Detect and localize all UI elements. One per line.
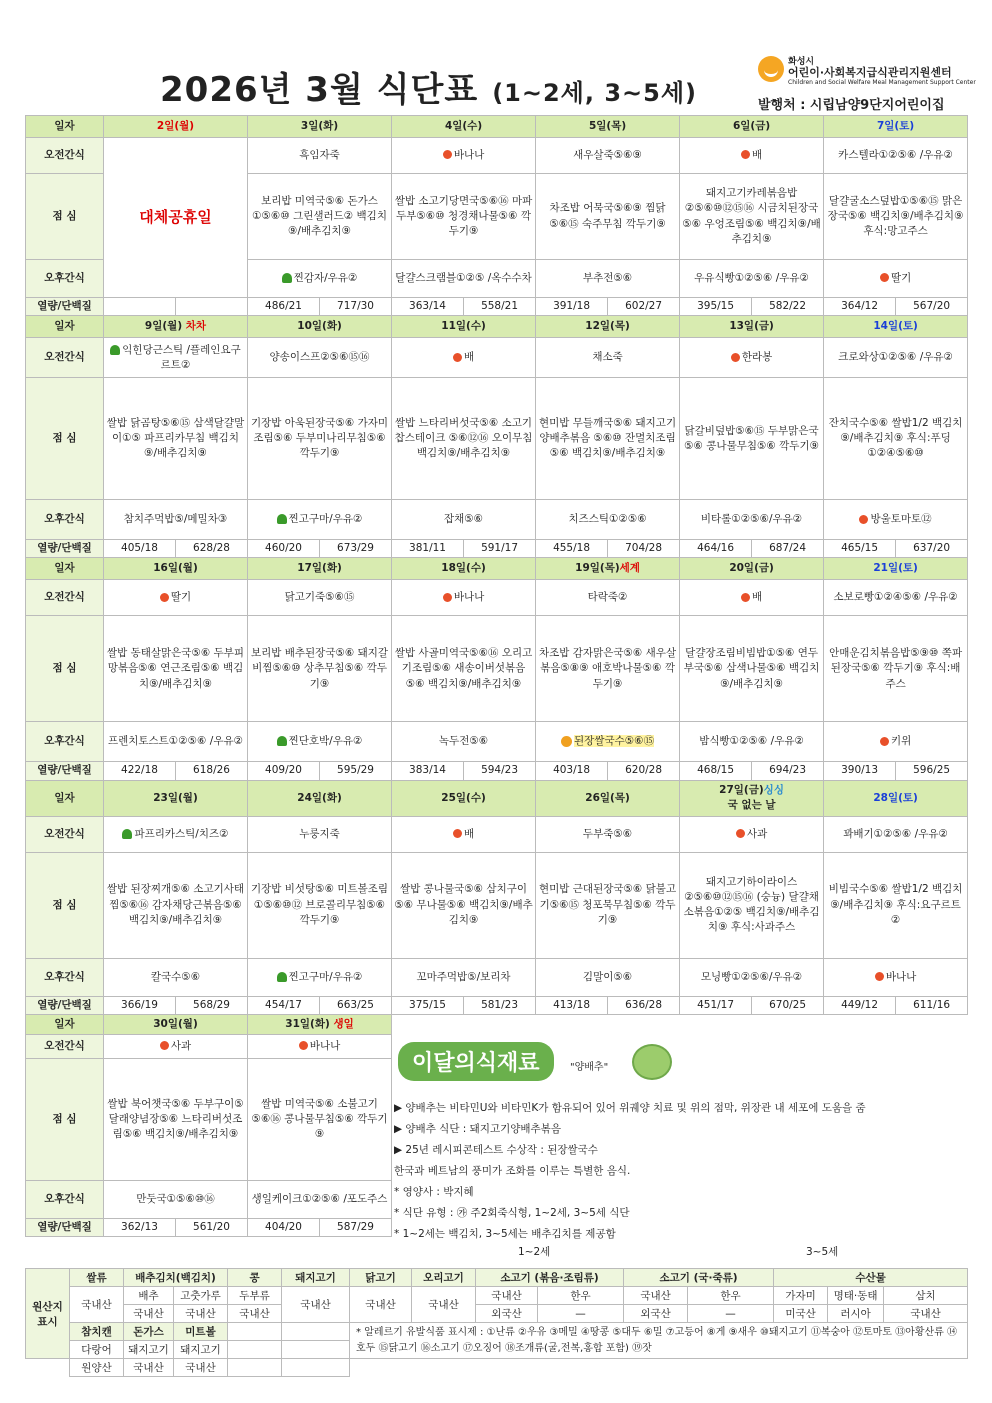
pm-snack: 우유식빵①②⑤⑥ /우유② <box>680 260 824 298</box>
broccoli-icon <box>277 736 287 746</box>
am-snack: 새우살죽⑤⑥⑨ <box>536 138 680 174</box>
date-label: 일자 <box>26 780 104 816</box>
kcal-cell <box>176 298 248 316</box>
lunch-menu: 쌀밥 소고기당면국⑤⑥⑯ 마파두부⑤⑥⑩ 청경채나물⑤⑥ 깍두기⑨ <box>392 174 536 260</box>
lunch-menu: 쌀밥 북어챗국⑤⑥ 두부구이⑤달래양념장⑤⑥ 느타리버섯조림⑤⑥ 백김치⑨/배추김치⑨ <box>104 1058 248 1180</box>
origin-label: 원산지 표시 <box>26 1269 70 1359</box>
pm-snack-label: 오후간식 <box>26 722 104 762</box>
day-header: 9일(월) 차차 <box>104 316 248 338</box>
origin-cell: 국내산 <box>476 1287 538 1305</box>
day-header: 18일(수) <box>392 558 536 580</box>
lunch-label: 점 심 <box>26 378 104 500</box>
broccoli-icon <box>277 972 287 982</box>
origin-cell: 원양산 <box>70 1359 124 1377</box>
lunch-menu: 차조밥 감자맑은국⑤⑥ 새우살볶음⑤⑧⑨ 애호박나물⑤⑥ 깍두기⑨ <box>536 616 680 722</box>
lunch-menu: 쌀밥 미역국⑤⑥ 소불고기⑤⑥⑯ 콩나물무침⑤⑥ 깍두기⑨ <box>248 1058 392 1180</box>
origin-cell: 돼지고기 <box>124 1341 174 1359</box>
lunch-menu: 쌀밥 콩나물국⑤⑥ 삼치구이⑤⑥ 무나물⑤⑥ 백김치⑨/배추김치⑨ <box>392 852 536 958</box>
kcal-cell: 637/20 <box>896 540 968 558</box>
date-label: 일자 <box>26 558 104 580</box>
origin-cell: 국내산 <box>124 1359 174 1377</box>
origin-cell: 국내산 <box>412 1287 476 1323</box>
origin-header: 돈가스 <box>124 1323 174 1341</box>
apple-icon <box>741 593 750 602</box>
kcal-cell: 381/11 <box>392 540 464 558</box>
origin-header: 쌀류 <box>70 1269 124 1287</box>
origin-cell: 외국산 <box>624 1305 688 1323</box>
am-snack: 한라봉 <box>680 338 824 378</box>
origin-cell: 두부류 <box>228 1287 282 1305</box>
kcal-cell: 362/13 <box>104 1218 176 1236</box>
lunch-menu: 현미밥 무들깨국⑤⑥ 돼지고기양배추볶음 ⑤⑥⑩ 잔멸치조림⑤⑥ 백김치⑨/배추김치⑨ <box>536 378 680 500</box>
origin-cell: 한우 <box>688 1287 774 1305</box>
kcal-cell: 390/13 <box>824 762 896 780</box>
lunch-label: 점 심 <box>26 616 104 722</box>
lunch-menu: 달걀장조림비빔밥①⑤⑥ 연두부국⑤⑥ 삼색나물⑤⑥ 백김치⑨/배추김치⑨ <box>680 616 824 722</box>
lunch-menu: 기장밥 아욱된장국⑤⑥ 가자미조림⑤⑥ 두부미나리무침⑤⑥ 깍두기⑨ <box>248 378 392 500</box>
kcal-label: 열량/단백질 <box>26 540 104 558</box>
day-header: 31일(화) 생일 <box>248 1014 392 1034</box>
pm-snack: 참치주먹밥⑤/메밀차③ <box>104 500 248 540</box>
pm-snack: 키위 <box>824 722 968 762</box>
kcal-cell: 460/20 <box>248 540 320 558</box>
day-header: 17일(화) <box>248 558 392 580</box>
pm-snack: 찐고구마/우유② <box>248 958 392 996</box>
am-snack: 닭고기죽⑤⑥⑮ <box>248 580 392 616</box>
origin-cell: 외국산 <box>476 1305 538 1323</box>
am-snack: 배 <box>680 580 824 616</box>
am-snack: 사과 <box>104 1034 248 1058</box>
am-snack: 파프리카스틱/치즈② <box>104 816 248 852</box>
kcal-cell: 663/25 <box>320 996 392 1014</box>
day-header: 20일(금) <box>680 558 824 580</box>
lunch-menu: 현미밥 근대된장국⑤⑥ 닭불고기⑤⑥⑮ 청포묵무침⑤⑥ 깍두기⑨ <box>536 852 680 958</box>
origin-cell: 국내산 <box>624 1287 688 1305</box>
kcal-cell: 670/25 <box>752 996 824 1014</box>
am-snack: 바나나 <box>392 580 536 616</box>
pm-snack: 생일케이크①②⑤⑥ /포도주스 <box>248 1180 392 1218</box>
kcal-label: 열량/단백질 <box>26 1218 104 1236</box>
day-header: 21일(토) <box>824 558 968 580</box>
kcal-cell: 558/21 <box>464 298 536 316</box>
kcal-cell: 704/28 <box>608 540 680 558</box>
lunch-label: 점 심 <box>26 174 104 260</box>
origin-cell: 국내산 <box>228 1305 282 1323</box>
day-header: 25일(수) <box>392 780 536 816</box>
origin-cell: 한우 <box>538 1287 624 1305</box>
kcal-cell: 403/18 <box>536 762 608 780</box>
kcal-cell: 391/18 <box>536 298 608 316</box>
kcal-label: 열량/단백질 <box>26 762 104 780</box>
am-snack: 꽈배기①②⑤⑥ /우유② <box>824 816 968 852</box>
lunch-menu: 쌀밥 닭곰탕⑤⑥⑮ 삼색달걀말이①⑤ 파프리카무침 백김치⑨/배추김치⑨ <box>104 378 248 500</box>
lunch-menu: 돼지고기하이라이스 ②⑤⑥⑩⑫⑮⑯ (숭늉) 달걀채소볶음①②⑤ 백김치⑨/배추김치⑨ 후식:사과주스 <box>680 852 824 958</box>
page-title: 2026년 3월 식단표 (1~2세, 3~5세) <box>160 70 697 110</box>
lunch-menu: 돼지고기카레볶음밥 ②⑤⑥⑩⑫⑮⑯ 시금치된장국⑤⑥ 우엉조림⑤⑥ 백김치⑨/배추김치⑨ <box>680 174 824 260</box>
ingredient-name: "양배추" <box>570 1062 609 1073</box>
broccoli-icon <box>282 273 292 283</box>
info-lines <box>394 1098 866 1245</box>
lunch-menu: 보리밥 배추된장국⑤⑥ 돼지갈비찜⑤⑥⑩ 상추무침⑤⑥ 깍두기⑨ <box>248 616 392 722</box>
am-snack: 익힌당근스틱 /플레인요구르트② <box>104 338 248 378</box>
kcal-cell: 594/23 <box>464 762 536 780</box>
pm-snack: 칼국수⑤⑥ <box>104 958 248 996</box>
lunch-menu: 비빔국수⑤⑥ 쌀밥1/2 백김치⑨/배추김치⑨ 후식:요구르트② <box>824 852 968 958</box>
origin-cell: 명태·동태 <box>828 1287 884 1305</box>
org-name: 어린이·사회복지급식관리지원센터 <box>788 66 952 79</box>
origin-cell: 국내산 <box>174 1359 228 1377</box>
am-snack: 타락죽② <box>536 580 680 616</box>
kcal-cell: 611/16 <box>896 996 968 1014</box>
origin-cell: 미국산 <box>774 1305 828 1323</box>
day-header: 19일(목)세계 <box>536 558 680 580</box>
info-line: ▶ 양배추 식단 : 돼지고기양배추볶음 <box>394 1123 561 1135</box>
pm-snack: 김말이⑤⑥ <box>536 958 680 996</box>
day-header: 6일(금) <box>680 116 824 138</box>
origin-cell: 국내산 <box>70 1287 124 1323</box>
day-header: 2일(월) <box>104 116 248 138</box>
smile-logo-icon <box>758 56 784 82</box>
apple-icon <box>453 829 462 838</box>
kcal-cell: 618/26 <box>176 762 248 780</box>
origin-table <box>25 1268 968 1377</box>
day-header: 23일(월) <box>104 780 248 816</box>
origin-cell: 삼치 <box>884 1287 968 1305</box>
origin-header: 소고기 (볶음·조림류) <box>476 1269 624 1287</box>
pm-snack-label: 오후간식 <box>26 500 104 540</box>
am-snack-label: 오전간식 <box>26 138 104 174</box>
kcal-cell: 561/20 <box>176 1218 248 1236</box>
kcal-cell: 581/23 <box>464 996 536 1014</box>
kcal-cell: 568/29 <box>176 996 248 1014</box>
am-snack: 흑임자죽 <box>248 138 392 174</box>
am-snack: 배 <box>392 816 536 852</box>
origin-cell: 가자미 <box>774 1287 828 1305</box>
origin-header: 돼지고기 <box>282 1269 350 1287</box>
kcal-cell: 595/29 <box>320 762 392 780</box>
pm-snack-label: 오후간식 <box>26 260 104 298</box>
lunch-menu: 쌀밥 동태살맑은국⑤⑥ 두부피망볶음⑤⑥ 연근조림⑤⑥ 백김치⑨/배추김치⑨ <box>104 616 248 722</box>
kcal-cell: 465/15 <box>824 540 896 558</box>
pm-snack: 찐고구마/우유② <box>248 500 392 540</box>
day-header: 12일(목) <box>536 316 680 338</box>
age-label: 1~2세 <box>518 1246 551 1258</box>
day-header: 10일(화) <box>248 316 392 338</box>
kcal-cell: 628/28 <box>176 540 248 558</box>
origin-cell: 돼지고기 <box>174 1341 228 1359</box>
info-line: ▶ 양배추는 비타민U와 비타민K가 함유되어 있어 위궤양 치료 및 위의 점막, 위장관 내 세포에 도움을 줌 <box>394 1102 866 1114</box>
kcal-cell: 409/20 <box>248 762 320 780</box>
date-label: 일자 <box>26 1014 104 1034</box>
org-name-en: Children and Social Welfare Meal Management Support Center <box>788 79 976 86</box>
origin-cell: 국내산 <box>124 1305 174 1323</box>
origin-cell: 국내산 <box>282 1287 350 1323</box>
info-line: ▶ 25년 레시피콘테스트 수상작 : 된장쌀국수 <box>394 1144 598 1156</box>
pm-snack: 만둣국①⑤⑥⑩⑯ <box>104 1180 248 1218</box>
prize-icon <box>561 736 572 747</box>
allergy-notice: * 알레르기 유발식품 표시제 : ①난류 ②우유 ③메밀 ④땅콩 ⑤대두 ⑥밀 ⑦고등어 ⑧게 ⑨새우 ⑩돼지고기 ⑪복숭아 ⑫토마토 ⑬아황산류 ⑭호두 ⑮닭고기 ⑯소고기 ⑰오징어 ⑱조개류(굴,전복,홍합 포함) ⑲잣 <box>350 1323 968 1359</box>
am-snack: 딸기 <box>104 580 248 616</box>
day-header: 7일(토) <box>824 116 968 138</box>
lunch-menu: 안매운김치볶음밥⑤⑨⑩ 쪽파된장국⑤⑥ 깍두기⑨ 후식:배주스 <box>824 616 968 722</box>
pm-snack: 녹두전⑤⑥ <box>392 722 536 762</box>
info-line: * 식단 유형 : ㉮ 주2회죽식형, 1~2세, 3~5세 식단 <box>394 1207 630 1219</box>
lunch-menu: 차조밥 어묵국⑤⑥⑨ 찜닭⑤⑥⑮ 숙주무침 깍두기⑨ <box>536 174 680 260</box>
info-line: * 1~2세는 백김치, 3~5세는 배추김치를 제공함 <box>394 1228 616 1240</box>
org-city: 화성시 <box>788 57 815 67</box>
pm-snack-label: 오후간식 <box>26 1180 104 1218</box>
kcal-cell: 413/18 <box>536 996 608 1014</box>
pm-snack: 밤식빵①②⑤⑥ /우유② <box>680 722 824 762</box>
day-header: 11일(수) <box>392 316 536 338</box>
cabbage-icon <box>632 1044 672 1080</box>
lunch-label: 점 심 <box>26 852 104 958</box>
lunch-menu: 쌀밥 사골미역국⑤⑥⑯ 오리고기조림⑤⑥ 새송이버섯볶음⑤⑥ 백김치⑨/배추김치⑨ <box>392 616 536 722</box>
kcal-cell: 454/17 <box>248 996 320 1014</box>
broccoli-icon <box>110 345 120 355</box>
day-header: 24일(화) <box>248 780 392 816</box>
am-snack: 바나나 <box>392 138 536 174</box>
kcal-cell: 673/29 <box>320 540 392 558</box>
origin-header: 수산물 <box>774 1269 968 1287</box>
ingredient-of-month <box>392 1040 967 1262</box>
info-line: 한국과 베트남의 풍미가 조화를 이루는 특별한 음식. <box>394 1165 631 1177</box>
broccoli-icon <box>277 514 287 524</box>
apple-icon <box>875 972 884 981</box>
am-snack: 바나나 <box>248 1034 392 1058</box>
apple-icon <box>453 353 462 362</box>
apple-icon <box>859 515 868 524</box>
pm-snack: 달걀스크램블①②⑤ /옥수수차 <box>392 260 536 298</box>
kcal-cell: 363/14 <box>392 298 464 316</box>
kcal-cell: 591/17 <box>464 540 536 558</box>
day-header: 3일(화) <box>248 116 392 138</box>
lunch-menu: 기장밥 비섯탕⑤⑥ 미트볼조림①⑤⑥⑩⑫ 브로콜리무침⑤⑥ 깍두기⑨ <box>248 852 392 958</box>
origin-header: 참치캔 <box>70 1323 124 1341</box>
pm-snack: 치즈스틱①②⑤⑥ <box>536 500 680 540</box>
kcal-cell: 694/23 <box>752 762 824 780</box>
kcal-cell: 468/15 <box>680 762 752 780</box>
kcal-cell: 451/17 <box>680 996 752 1014</box>
day-header: 4일(수) <box>392 116 536 138</box>
am-snack-label: 오전간식 <box>26 816 104 852</box>
origin-header: 미트볼 <box>174 1323 228 1341</box>
kcal-cell: 636/28 <box>608 996 680 1014</box>
kcal-cell: 395/15 <box>680 298 752 316</box>
date-label: 일자 <box>26 116 104 138</box>
origin-cell: — <box>538 1305 624 1323</box>
am-snack: 양송이스프②⑤⑥⑮⑯ <box>248 338 392 378</box>
kcal-cell: 620/28 <box>608 762 680 780</box>
origin-header: 소고기 (국·죽류) <box>624 1269 774 1287</box>
am-snack: 채소죽 <box>536 338 680 378</box>
origin-cell: 다랑어 <box>70 1341 124 1359</box>
kcal-cell: 422/18 <box>104 762 176 780</box>
lunch-menu: 쌀밥 느타리버섯국⑤⑥ 소고기찹스테이크 ⑤⑥⑫⑯ 오이무침 백김치⑨/배추김치⑨ <box>392 378 536 500</box>
am-snack: 크로와상①②⑤⑥ /우유② <box>824 338 968 378</box>
day-header: 13일(금) <box>680 316 824 338</box>
kcal-cell: 687/24 <box>752 540 824 558</box>
kcal-cell: 596/25 <box>896 762 968 780</box>
day-header: 27일(금)싱싱 국 없는 날 <box>680 780 824 816</box>
kcal-cell: 455/18 <box>536 540 608 558</box>
pm-snack: 모닝빵①②⑤⑥/우유② <box>680 958 824 996</box>
origin-header: 콩 <box>228 1269 282 1287</box>
kcal-cell: 582/22 <box>752 298 824 316</box>
origin-cell: 러시아 <box>828 1305 884 1323</box>
day-header: 28일(토) <box>824 780 968 816</box>
apple-icon <box>741 150 750 159</box>
lunch-menu: 쌀밥 된장찌개⑤⑥ 소고기사태찜⑤⑥⑯ 감자채당근볶음⑤⑥ 백김치⑨/배추김치⑨ <box>104 852 248 958</box>
origin-header: 오리고기 <box>412 1269 476 1287</box>
pm-snack: 찐단호박/우유② <box>248 722 392 762</box>
info-line: * 영양사 : 박지혜 <box>394 1186 474 1198</box>
pm-snack: 꼬마주먹밥⑤/보리차 <box>392 958 536 996</box>
kcal-cell: 587/29 <box>320 1218 392 1236</box>
am-snack: 배 <box>680 138 824 174</box>
am-snack-label: 오전간식 <box>26 1034 104 1058</box>
kcal-cell: 717/30 <box>320 298 392 316</box>
pm-snack: 바나나 <box>824 958 968 996</box>
kcal-cell: 464/16 <box>680 540 752 558</box>
origin-header: 배추김치(백김치) <box>124 1269 228 1287</box>
day-header: 30일(월) <box>104 1014 248 1034</box>
origin-cell: — <box>688 1305 774 1323</box>
broccoli-icon <box>122 829 132 839</box>
pm-snack-label: 오후간식 <box>26 958 104 996</box>
lunch-menu: 잔치국수⑤⑥ 쌀밥1/2 백김치⑨/배추김치⑨ 후식:푸딩①②④⑤⑥⑩ <box>824 378 968 500</box>
am-snack: 배 <box>392 338 536 378</box>
kcal-cell: 404/20 <box>248 1218 320 1236</box>
ingredient-heading: 이달의식재료 <box>398 1042 554 1081</box>
pm-snack: 잡채⑤⑥ <box>392 500 536 540</box>
origin-cell: 국내산 <box>350 1287 412 1323</box>
kcal-cell: 449/12 <box>824 996 896 1014</box>
lunch-menu: 보리밥 미역국⑤⑥ 돈가스①⑤⑥⑩ 그린샐러드② 백김치⑨/배추김치⑨ <box>248 174 392 260</box>
pm-snack: 방울토마토⑫ <box>824 500 968 540</box>
lunch-label: 점 심 <box>26 1058 104 1180</box>
kcal-cell: 383/14 <box>392 762 464 780</box>
am-snack-label: 오전간식 <box>26 580 104 616</box>
apple-icon <box>880 273 889 282</box>
kcal-label: 열량/단백질 <box>26 298 104 316</box>
publisher: 발행처 : 시립남양9단지어린이집 <box>758 98 945 113</box>
pm-snack: 비타롤①②⑤⑥/우유② <box>680 500 824 540</box>
apple-icon <box>736 829 745 838</box>
day-header: 16일(월) <box>104 558 248 580</box>
apple-icon <box>443 150 452 159</box>
origin-cell: 국내산 <box>884 1305 968 1323</box>
am-snack: 카스텔라①②⑤⑥ /우유② <box>824 138 968 174</box>
kcal-cell: 567/20 <box>896 298 968 316</box>
apple-icon <box>160 1041 169 1050</box>
am-snack: 사과 <box>680 816 824 852</box>
date-label: 일자 <box>26 316 104 338</box>
pm-snack: 딸기 <box>824 260 968 298</box>
pm-snack: 찐감자/우유② <box>248 260 392 298</box>
origin-cell: 고춧가루 <box>174 1287 228 1305</box>
kcal-cell <box>104 298 176 316</box>
am-snack: 누룽지죽 <box>248 816 392 852</box>
apple-icon <box>731 353 740 362</box>
pm-snack: 부추전⑤⑥ <box>536 260 680 298</box>
am-snack-label: 오전간식 <box>26 338 104 378</box>
holiday-cell: 대체공휴일 <box>104 138 248 298</box>
lunch-menu: 닭갈비덮밥⑤⑥⑮ 두부맑은국⑤⑥ 콩나물무침⑤⑥ 깍두기⑨ <box>680 378 824 500</box>
day-header: 14일(토) <box>824 316 968 338</box>
kcal-cell: 375/15 <box>392 996 464 1014</box>
apple-icon <box>880 737 889 746</box>
origin-header: 닭고기 <box>350 1269 412 1287</box>
pm-snack: 된장쌀국수⑤⑥⑮ <box>536 722 680 762</box>
am-snack: 두부죽⑤⑥ <box>536 816 680 852</box>
lunch-menu: 달걀굴소스덮밥①⑤⑥⑮ 맑은장국⑤⑥ 백김치⑨/배추김치⑨ 후식:망고주스 <box>824 174 968 260</box>
kcal-cell: 602/27 <box>608 298 680 316</box>
kcal-cell: 366/19 <box>104 996 176 1014</box>
apple-icon <box>299 1041 308 1050</box>
kcal-cell: 364/12 <box>824 298 896 316</box>
apple-icon <box>160 593 169 602</box>
apple-icon <box>443 593 452 602</box>
am-snack: 소보로빵①②④⑤⑥ /우유② <box>824 580 968 616</box>
age-label: 3~5세 <box>806 1246 839 1258</box>
origin-cell: 배추 <box>124 1287 174 1305</box>
kcal-cell: 486/21 <box>248 298 320 316</box>
kcal-cell: 405/18 <box>104 540 176 558</box>
day-header: 5일(목) <box>536 116 680 138</box>
kcal-label: 열량/단백질 <box>26 996 104 1014</box>
pm-snack: 프렌치토스트①②⑤⑥ /우유② <box>104 722 248 762</box>
day-header: 26일(목) <box>536 780 680 816</box>
origin-cell: 국내산 <box>174 1305 228 1323</box>
